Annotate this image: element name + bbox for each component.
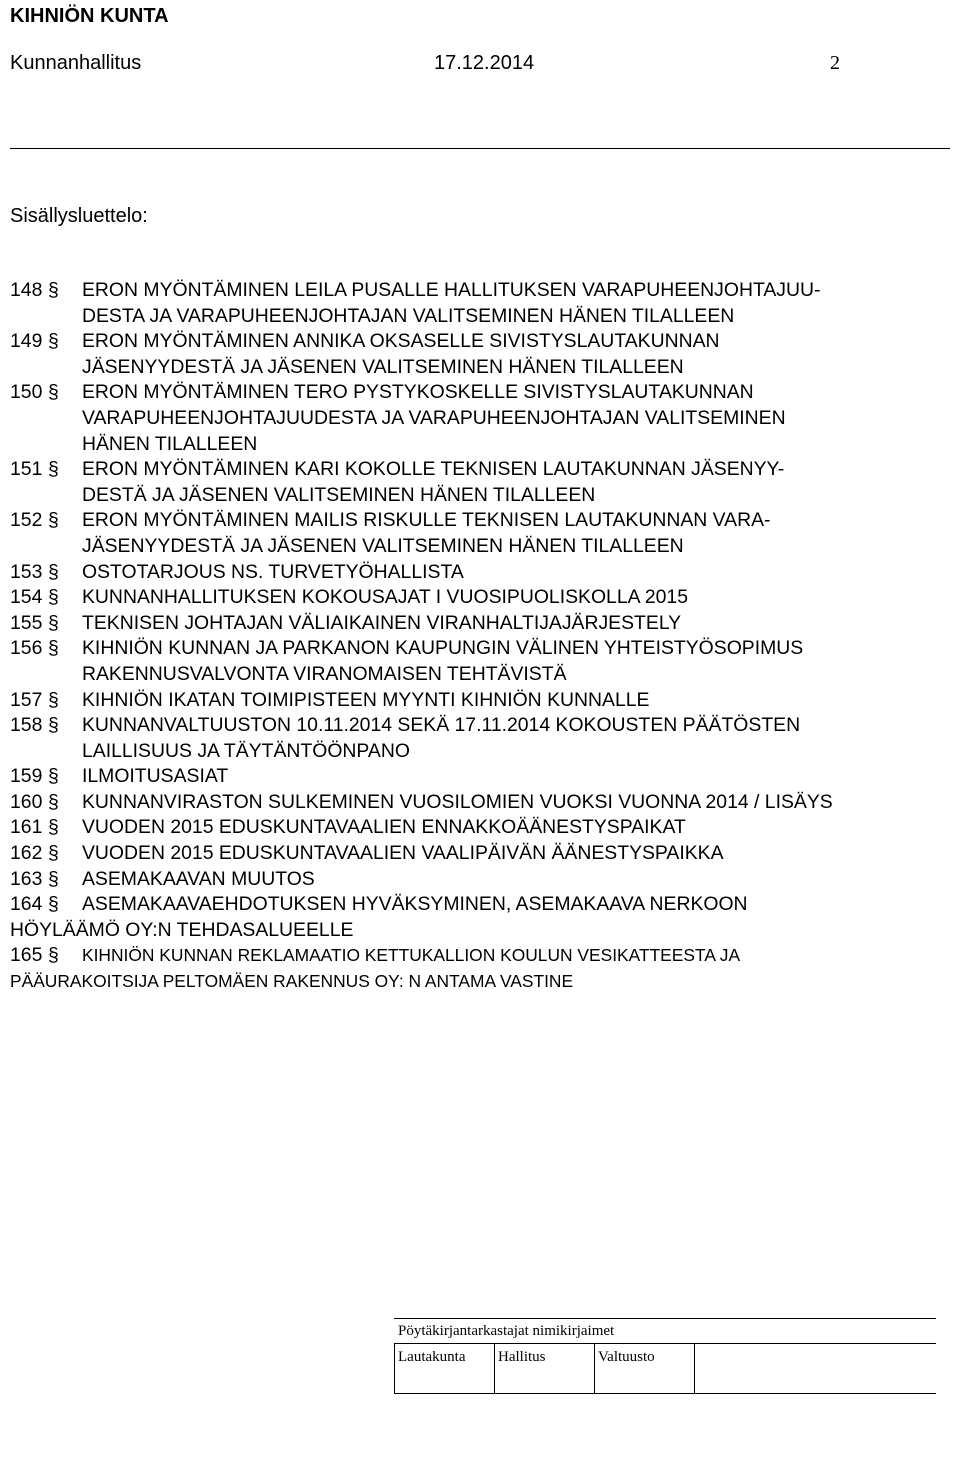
entry-title-line: ASEMAKAAVAN MUUTOS: [82, 867, 315, 890]
toc-entry: [10, 329, 955, 380]
entry-title-line: KUNNANVALTUUSTON 10.11.2014 SEKÄ 17.11.2014 KOKOUSTEN PÄÄTÖSTEN: [82, 714, 801, 737]
footer-column-lautakunta: Lautakunta: [398, 1349, 466, 1365]
section-sign-icon: §: [48, 586, 59, 609]
footer-column-valtuusto: Valtuusto: [598, 1349, 655, 1365]
section-number: 154: [10, 586, 43, 609]
section-sign-icon: §: [48, 509, 59, 532]
section-number: 157: [10, 688, 43, 711]
toc-entry: [10, 457, 955, 508]
section-number: 159: [10, 765, 43, 788]
section-sign-icon: §: [48, 458, 59, 481]
entry-title-line: HÖYLÄÄMÖ OY:N TEHDASALUEELLE: [10, 918, 354, 941]
toc-entry: [10, 688, 955, 714]
section-number: 151: [10, 458, 43, 481]
toc-entry: [10, 841, 955, 867]
toc-entry: [10, 611, 955, 637]
toc-entry: [10, 892, 955, 943]
footer-divider: [394, 1343, 936, 1344]
section-number: 165: [10, 944, 43, 967]
section-number: 156: [10, 637, 43, 660]
page-number: 2: [830, 52, 840, 74]
footer-column-divider: [594, 1343, 595, 1393]
section-number: 148: [10, 279, 43, 301]
section-sign-icon: §: [48, 330, 59, 353]
entry-title-line: JÄSENYYDESTÄ JA JÄSENEN VALITSEMINEN HÄNEN TILALLEEN: [82, 534, 684, 557]
toc-entry: [10, 636, 955, 687]
footer-column-divider: [494, 1343, 495, 1393]
entry-title-line: ERON MYÖNTÄMINEN TERO PYSTYKOSKELLE SIVISTYSLAUTAKUNNAN: [82, 381, 754, 404]
toc-entry: [10, 713, 955, 764]
section-number: 160: [10, 790, 43, 813]
organization-name: KIHNIÖN KUNTA: [10, 5, 169, 27]
section-sign-icon: §: [48, 279, 59, 301]
section-sign-icon: §: [48, 765, 59, 788]
signature-footer: [0, 1315, 960, 1465]
footer-column-hallitus: Hallitus: [498, 1349, 546, 1365]
footer-divider: [394, 1393, 936, 1394]
entry-title-line: RAKENNUSVALVONTA VIRANOMAISEN TEHTÄVISTÄ: [82, 662, 567, 685]
entry-title-line: KUNNANHALLITUKSEN KOKOUSAJAT I VUOSIPUOLISKOLLA 2015: [82, 586, 688, 609]
section-sign-icon: §: [48, 867, 59, 890]
section-sign-icon: §: [48, 637, 59, 660]
entry-title-line: HÄNEN TILALLEEN: [82, 432, 258, 455]
section-number: 164: [10, 893, 43, 916]
toc-entry: [10, 943, 955, 994]
section-number: 149: [10, 330, 43, 353]
entry-title-line: DESTÄ JA JÄSENEN VALITSEMINEN HÄNEN TILALLEEN: [82, 483, 596, 506]
entry-title-line: KUNNANVIRASTON SULKEMINEN VUOSILOMIEN VUOKSI VUONNA 2014 / LISÄYS: [82, 790, 833, 813]
section-sign-icon: §: [48, 560, 59, 583]
toc-entry: [10, 508, 955, 559]
toc-entry: [10, 278, 955, 329]
entry-title-line: VARAPUHEENJOHTAJUUDESTA JA VARAPUHEENJOHTAJAN VALITSEMINEN: [82, 406, 786, 429]
entry-title-line: ERON MYÖNTÄMINEN MAILIS RISKULLE TEKNISEN LAUTAKUNNAN VARA-: [82, 509, 771, 532]
entry-title-line: PÄÄURAKOITSIJA PELTOMÄEN RAKENNUS OY: N ANTAMA VASTINE: [10, 971, 574, 992]
toc-entry: [10, 867, 955, 893]
footer-divider: [394, 1318, 936, 1319]
toc-entry: [10, 585, 955, 611]
entry-title-line: DESTA JA VARAPUHEENJOHTAJAN VALITSEMINEN HÄNEN TILALLEEN: [82, 304, 735, 327]
entry-title-line: KIHNIÖN KUNNAN JA PARKANON KAUPUNGIN VÄLINEN YHTEISTYÖSOPIMUS: [82, 637, 804, 660]
toc-title: Sisällysluettelo:: [10, 205, 148, 227]
entry-title-line: OSTOTARJOUS NS. TURVETYÖHALLISTA: [82, 560, 464, 583]
meeting-body: Kunnanhallitus: [10, 52, 142, 74]
entry-title-line: ASEMAKAAVAEHDOTUKSEN HYVÄKSYMINEN, ASEMAKAAVA NERKOON: [82, 893, 748, 916]
toc-entry: [10, 380, 955, 457]
footer-label: Pöytäkirjantarkastajat nimikirjaimet: [398, 1323, 615, 1339]
footer-column-divider: [394, 1343, 395, 1393]
section-number: 158: [10, 714, 43, 737]
section-number: 161: [10, 816, 43, 839]
section-sign-icon: §: [48, 816, 59, 839]
section-sign-icon: §: [48, 790, 59, 813]
meeting-date: 17.12.2014: [434, 52, 535, 74]
section-number: 152: [10, 509, 43, 532]
section-sign-icon: §: [48, 714, 59, 737]
entry-title-line: KIHNIÖN IKATAN TOIMIPISTEEN MYYNTI KIHNIÖN KUNNALLE: [82, 688, 650, 711]
section-number: 162: [10, 842, 43, 865]
entry-title-line: VUODEN 2015 EDUSKUNTAVAALIEN VAALIPÄIVÄN ÄÄNESTYSPAIKKA: [82, 842, 724, 865]
section-number: 150: [10, 381, 43, 404]
section-number: 155: [10, 611, 43, 634]
entry-title-line: VUODEN 2015 EDUSKUNTAVAALIEN ENNAKKOÄÄNESTYSPAIKAT: [82, 816, 686, 839]
header-divider: [10, 148, 950, 149]
section-sign-icon: §: [48, 893, 59, 916]
toc-entry: [10, 764, 955, 790]
section-sign-icon: §: [48, 842, 59, 865]
entry-title-line: ERON MYÖNTÄMINEN ANNIKA OKSASELLE SIVISTYSLAUTAKUNNAN: [82, 330, 720, 353]
entry-title-line: KIHNIÖN KUNNAN REKLAMAATIO KETTUKALLION KOULUN VESIKATTEESTA JA: [82, 945, 741, 966]
section-number: 153: [10, 560, 43, 583]
entry-title-line: ILMOITUSASIAT: [82, 765, 229, 788]
section-sign-icon: §: [48, 611, 59, 634]
toc-entry: [10, 560, 955, 586]
section-sign-icon: §: [48, 944, 59, 967]
toc-entry: [10, 790, 955, 816]
section-sign-icon: §: [48, 688, 59, 711]
entry-title-line: ERON MYÖNTÄMINEN LEILA PUSALLE HALLITUKSEN VARAPUHEENJOHTAJUU-: [82, 279, 821, 301]
footer-column-divider: [694, 1343, 695, 1393]
entry-title-line: TEKNISEN JOHTAJAN VÄLIAIKAINEN VIRANHALTIJAJÄRJESTELY: [82, 611, 682, 634]
table-of-contents: [10, 278, 955, 995]
section-number: 163: [10, 867, 43, 890]
entry-title-line: JÄSENYYDESTÄ JA JÄSENEN VALITSEMINEN HÄNEN TILALLEEN: [82, 355, 684, 378]
toc-entry: [10, 815, 955, 841]
entry-title-line: LAILLISUUS JA TÄYTÄNTÖÖNPANO: [82, 739, 410, 762]
section-sign-icon: §: [48, 381, 59, 404]
entry-title-line: ERON MYÖNTÄMINEN KARI KOKOLLE TEKNISEN LAUTAKUNNAN JÄSENYY-: [82, 458, 785, 481]
